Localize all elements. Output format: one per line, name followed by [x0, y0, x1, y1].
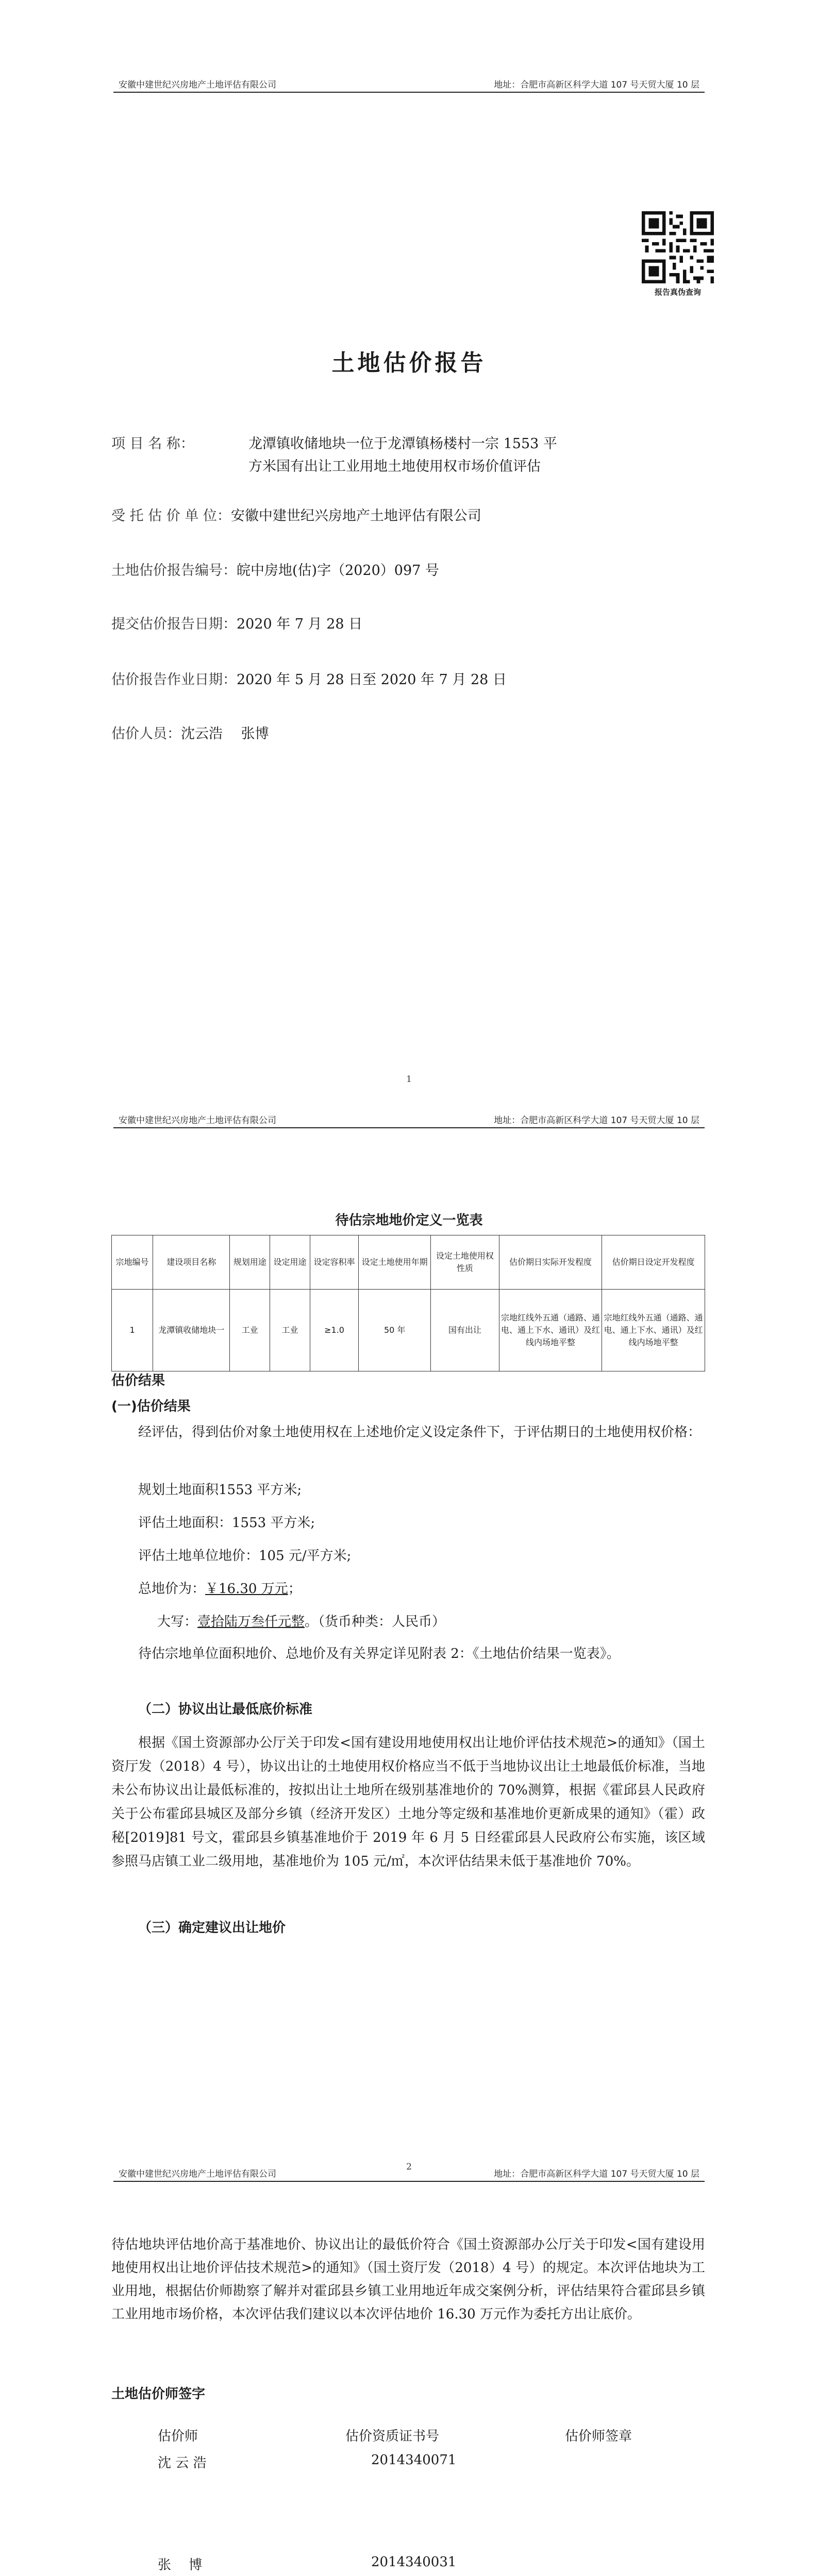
- client-label: 受 托 估 价 单 位：: [111, 508, 231, 524]
- header-address: 地址：合肥市高新区科学大道 107 号天贸大厦 10 层: [494, 80, 699, 90]
- sig-col-cert: 估价资质证书号: [345, 2429, 440, 2444]
- daxie-value: 壹拾陆万叁仟元整: [197, 1614, 305, 1630]
- subsection-1-heading: (一)估价结果: [111, 1399, 191, 1414]
- minimum-price-paragraph: 根据《国土资源部办公厅关于印发<国有建设用地使用权出让地价评估技术规范>的通知》（国土资厅发（2018）4 号），协议出让的土地使用权价格应当不低于当地协议出让土地最低价标准，当地未公布协议出让最低标准的，按拟出让土地所在级别基准地价的 70%测算，根据《霍邱县人民政府关于公布霍邱县城区及部分乡镇（经济开发区）土地分等定级和基准地价更新成果的通知》（霍）政秘[2019]81 号文，霍邱县乡镇基准地价于 2019 年 6 月 5 日经霍邱县人民政府公布实施，该区域参照马店镇工业二级用地，基准地价为 105 元/㎡，本次评估结果未低于基准地价 70%。: [111, 1735, 705, 1869]
- appraiser-2-name: 张 博: [158, 2557, 203, 2573]
- col-header: 估价期日设定开发程度: [602, 1235, 705, 1290]
- result-heading: 估价结果: [111, 1373, 165, 1388]
- evaluated-area: 评估土地面积：1553 平方米;: [138, 1515, 315, 1531]
- subsection-3-heading: （三）确定建议出让地价: [138, 1920, 286, 1936]
- conclusion-paragraph: 待估地块评估地价高于基准地价、协议出让的最低价符合《国土资源部办公厅关于印发<国有建设用地使用权出让地价评估技术规范>的通知》（国土资厅发（2018）4 号）的规定。本次评估地块为工业用地，根据估价师勘察了解并对霍邱县乡镇工业用地近年成交案例分析，评估结果符合霍邱县乡镇工业用地市场价格，本次评估我们建议以本次评估地价 16.30 万元作为委托方出让底价。: [111, 2237, 705, 2322]
- col-header: 宗地编号: [112, 1235, 153, 1290]
- appraisers-value: 沈云浩 张博: [181, 726, 269, 742]
- total-price-label: 总地价为：: [138, 1581, 206, 1597]
- page-number: 2: [406, 2162, 412, 2172]
- total-price-value: ￥16.30 万元: [205, 1581, 288, 1597]
- appraiser-1-name: 沈 云 浩: [158, 2455, 207, 2471]
- qr-code-icon: [642, 211, 714, 283]
- col-header: 设定土地使用权性质: [431, 1235, 499, 1290]
- total-price-suffix: ；: [288, 1581, 302, 1597]
- page-header: [113, 77, 705, 93]
- header-company: 安徽中建世纪兴房地产土地评估有限公司: [119, 80, 276, 90]
- total-price-line: [111, 1578, 705, 1601]
- daxie-line: [157, 1611, 705, 1634]
- page-number: 1: [406, 1074, 412, 1084]
- table-cell: ≥1.0: [310, 1290, 358, 1371]
- report-title: 土地估价报告: [331, 350, 487, 376]
- table-row: [112, 1290, 705, 1371]
- unit-price: 评估土地单位地价：105 元/平方米;: [138, 1548, 352, 1564]
- table-header-row: [112, 1235, 705, 1290]
- sig-col-appraiser: 估价师: [158, 2429, 198, 2444]
- col-header: 设定用途: [270, 1235, 310, 1290]
- header-address: 地址：合肥市高新区科学大道 107 号天贸大厦 10 层: [494, 2169, 699, 2179]
- signature-heading: 土地估价师签字: [111, 2386, 206, 2402]
- col-header: 建设项目名称: [153, 1235, 230, 1290]
- project-value-2: 方米国有出让工业用地土地使用权市场价值评估: [248, 459, 541, 474]
- header-company: 安徽中建世纪兴房地产土地评估有限公司: [119, 1115, 276, 1126]
- subsection-2-heading: （二）协议出让最低底价标准: [138, 1702, 313, 1717]
- planned-area: 规划土地面积1553 平方米;: [138, 1482, 302, 1498]
- col-header: 规划用途: [230, 1235, 270, 1290]
- sig-col-seal: 估价师签章: [565, 2429, 632, 2444]
- header-company: 安徽中建世纪兴房地产土地评估有限公司: [119, 2169, 276, 2179]
- project-row: [111, 434, 194, 454]
- report-no-row: [111, 561, 439, 581]
- col-header: 估价期日实际开发程度: [499, 1235, 602, 1290]
- land-price-definition-table: [111, 1235, 705, 1371]
- table-cell: 1: [112, 1290, 153, 1371]
- table-cell: 宗地红线外五通（通路、通电、通上下水、通讯）及红线内场地平整: [602, 1290, 705, 1371]
- appraiser-1-cert: 2014340071: [371, 2452, 457, 2468]
- submit-date-value: 2020 年 7 月 28 日: [237, 616, 363, 632]
- appendix-reference: 待估宗地单位面积地价、总地价及有关界定详见附表 2：《土地估价结果一览表》。: [138, 1646, 620, 1662]
- appraisers-row: [111, 724, 269, 744]
- project-label: 项 目 名 称：: [111, 436, 194, 452]
- table-cell: 龙潭镇收储地块一: [153, 1290, 230, 1371]
- report-no-label: 土地估价报告编号：: [111, 563, 237, 579]
- result-paragraph: 经评估，得到估价对象土地使用权在上述地价定义设定条件下，于评估期日的土地使用权价格：: [138, 1425, 702, 1440]
- table-cell: 工业: [270, 1290, 310, 1371]
- table-cell: 50 年: [359, 1290, 431, 1371]
- header-address: 地址：合肥市高新区科学大道 107 号天贸大厦 10 层: [494, 1115, 699, 1126]
- work-date-row: [111, 670, 507, 690]
- work-date-label: 估价报告作业日期：: [111, 672, 237, 688]
- project-value-1: 龙潭镇收储地块一位于龙潭镇杨楼村一宗 1553 平: [248, 436, 557, 452]
- work-date-value: 2020 年 5 月 28 日至 2020 年 7 月 28 日: [237, 672, 507, 688]
- submit-date-label: 提交估价报告日期：: [111, 616, 237, 632]
- page-header: [113, 2166, 705, 2182]
- table-cell: 工业: [230, 1290, 270, 1371]
- client-row: [111, 506, 481, 527]
- page-1: [0, 0, 818, 1087]
- report-no-value: 皖中房地(估)字（2020）097 号: [237, 563, 439, 579]
- table-title: 待估宗地地价定义一览表: [335, 1213, 483, 1228]
- client-value: 安徽中建世纪兴房地产土地评估有限公司: [230, 508, 481, 524]
- submit-date-row: [111, 614, 362, 635]
- daxie-suffix: 。（货币种类：人民币）: [305, 1614, 446, 1630]
- col-header: 设定土地使用年期: [359, 1235, 431, 1290]
- table-cell: 国有出让: [431, 1290, 499, 1371]
- col-header: 设定容积率: [310, 1235, 358, 1290]
- page-header: [113, 1113, 705, 1128]
- qr-caption: 报告真伪查询: [654, 287, 701, 297]
- daxie-label: 大写：: [157, 1614, 198, 1630]
- table-cell: 宗地红线外五通（通路、通电、通上下水、通讯）及红线内场地平整: [499, 1290, 602, 1371]
- appraisers-label: 估价人员：: [111, 726, 181, 742]
- appraiser-2-cert: 2014340031: [371, 2554, 457, 2570]
